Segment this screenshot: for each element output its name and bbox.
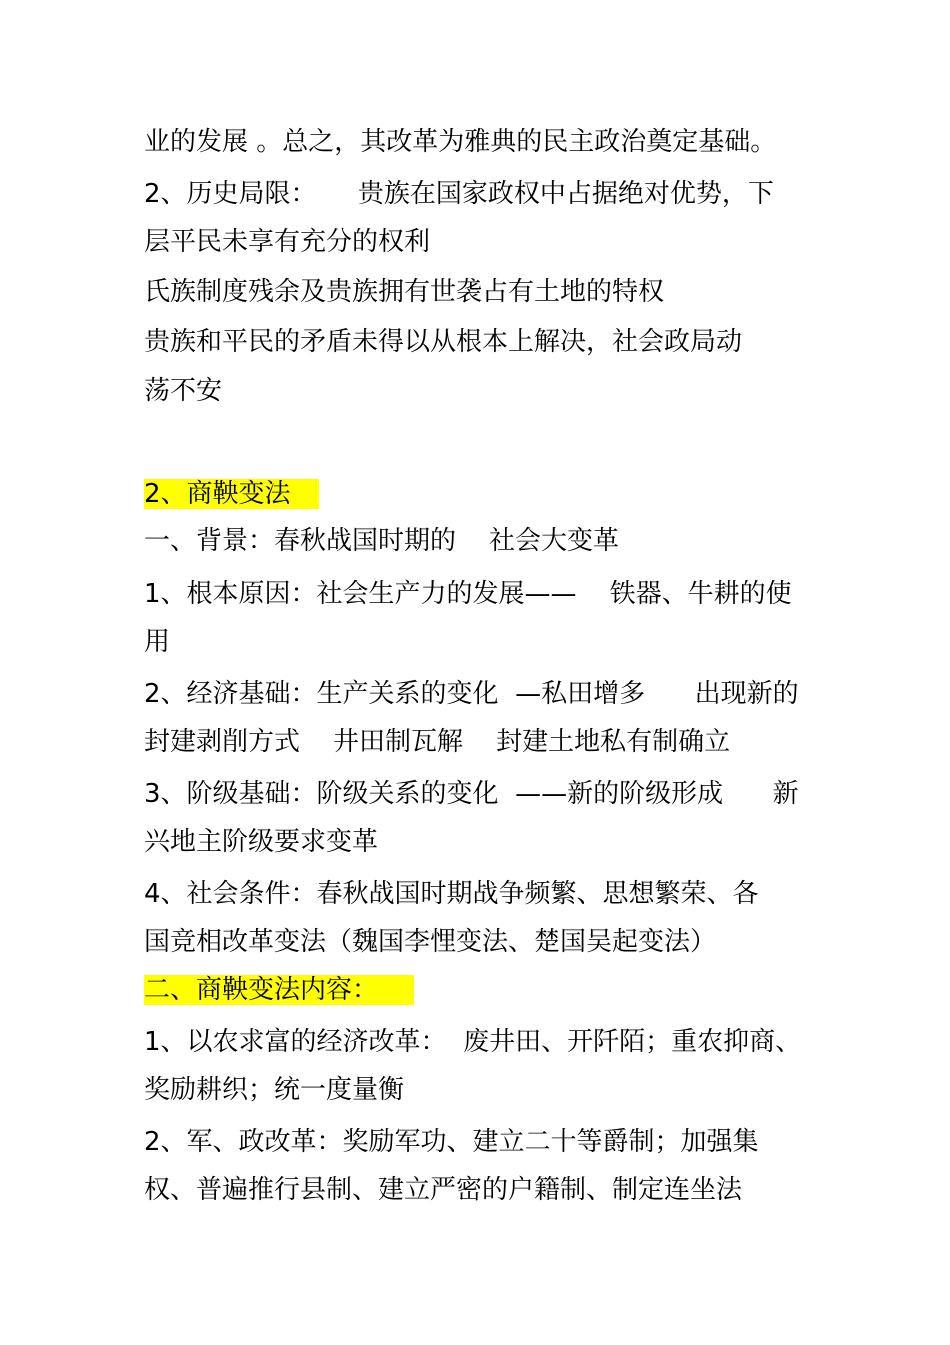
text-line-20: 2、军、政改革：奖励军功、建立二十等爵制；加强集 [144,1127,759,1157]
text-line-21: 权、普遍推行县制、建立严密的户籍制、制定连坐法 [144,1175,743,1205]
text-line-8: 一、背景：春秋战国时期的 社会大变革 [144,526,620,556]
text-line-4: 氏族制度残余及贵族拥有世袭占有土地的特权 [144,277,665,307]
text-line-1: 业的发展 。总之，其改革为雅典的民主政治奠定基础。 [144,127,777,157]
highlight-heading: 二、商鞅变法内容： [144,975,414,1005]
text-line-12: 封建剥削方式 井田制瓦解 封建土地私有制确立 [144,727,731,757]
text-line-14: 兴地主阶级要求变革 [144,827,379,857]
text-line-3: 层平民未享有充分的权利 [144,227,431,257]
text-line-16: 国竞相改革变法（魏国李悝变法、楚国吴起变法） [144,927,717,957]
text-line-19: 奖励耕织；统一度量衡 [144,1075,405,1105]
text-line-11: 2、经济基础：生产关系的变化 —私田增多 出现新的 [144,679,799,709]
text-line-15: 4、社会条件：春秋战国时期战争频繁、思想繁荣、各 [144,879,759,909]
text-line-18: 1、以农求富的经济改革： 废井田、开阡陌；重农抑商、 [144,1027,802,1057]
text-line-2: 2、历史局限： 贵族在国家政权中占据绝对优势，下 [144,179,774,209]
highlight-heading: 2、商鞅变法 [144,479,319,509]
section-heading-shang-yang [144,476,319,512]
text-line-10: 用 [144,627,171,657]
text-line-6: 荡不安 [144,376,223,406]
text-line-9: 1、根本原因：社会生产力的发展—— 铁器、牛耕的使 [144,579,792,609]
section-heading-content [144,972,414,1008]
text-line-13: 3、阶级基础：阶级关系的变化 ——新的阶级形成 新 [144,779,799,809]
text-line-5: 贵族和平民的矛盾未得以从根本上解决，社会政局动 [144,327,743,357]
